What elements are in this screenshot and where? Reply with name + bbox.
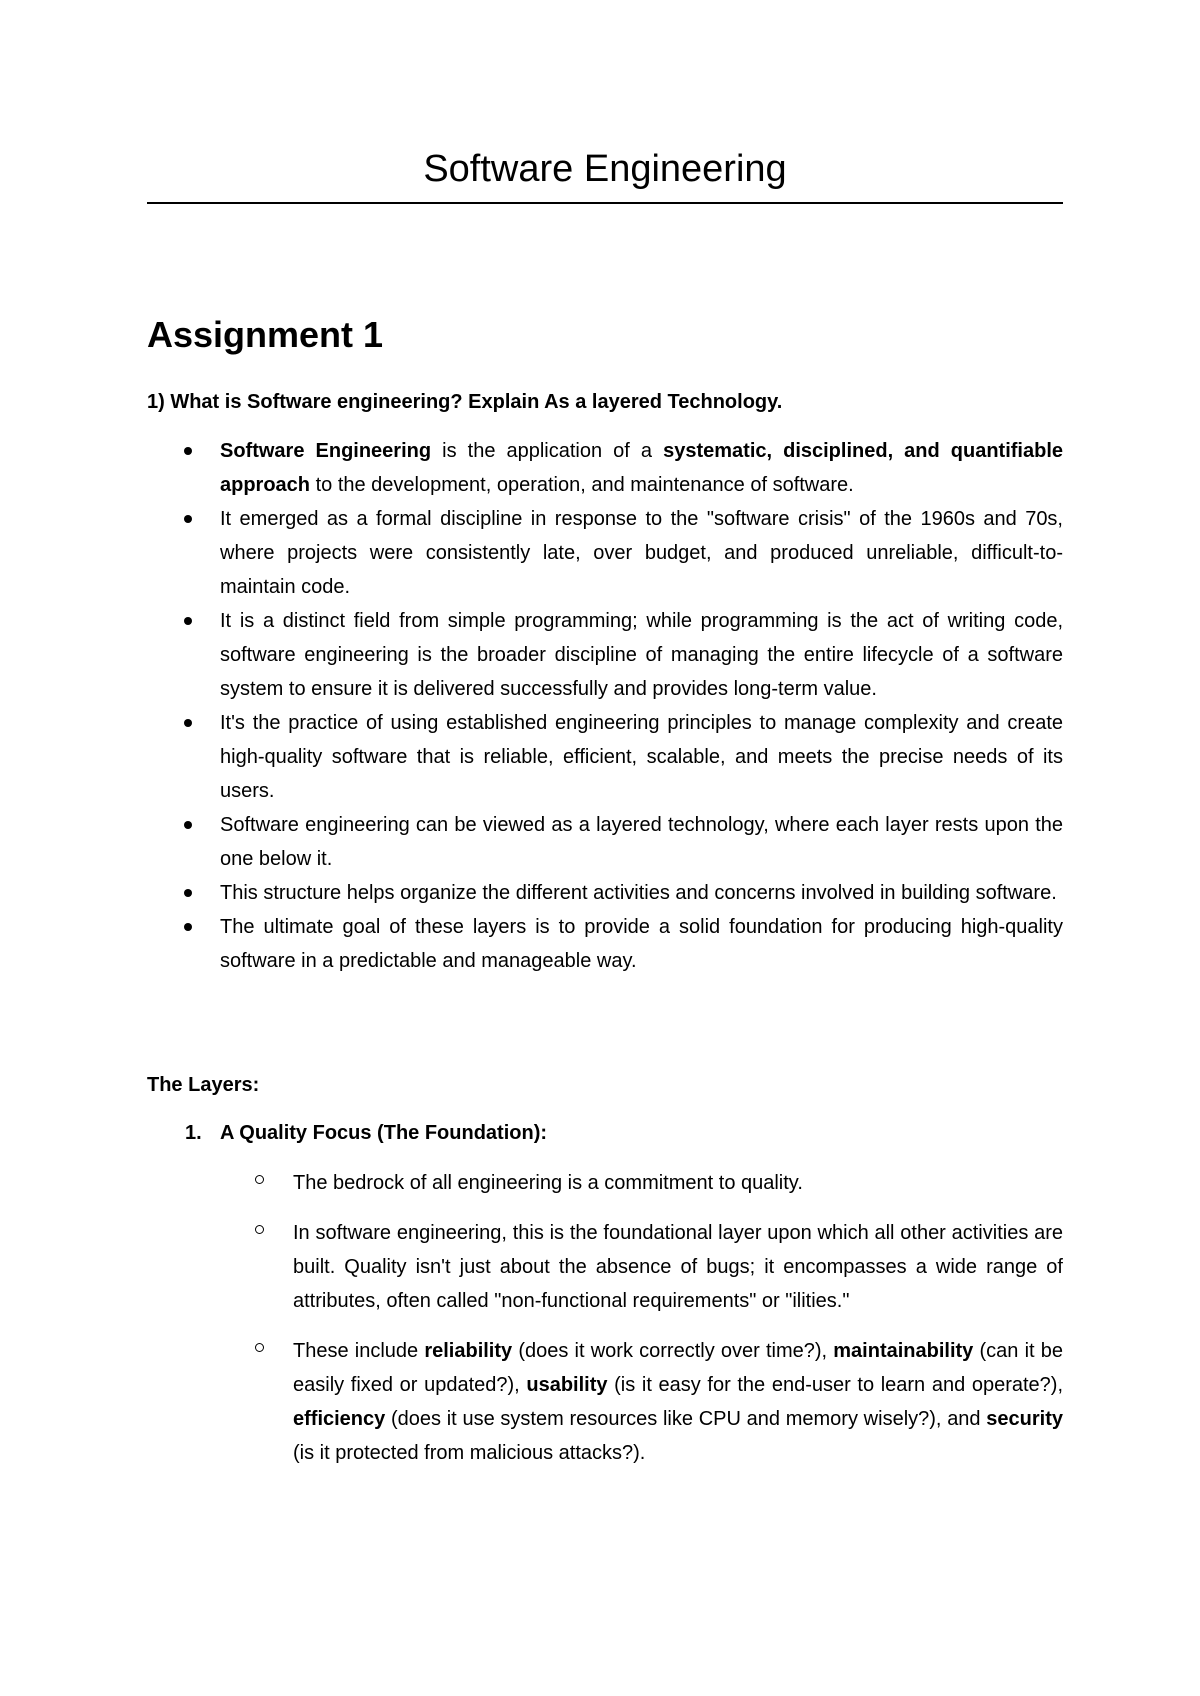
body-text: (can it be easily fixed or updated?), bbox=[293, 1340, 1063, 1396]
item-number: 1. bbox=[185, 1122, 202, 1144]
bold-term: maintainability bbox=[833, 1340, 974, 1362]
bullet-icon bbox=[184, 617, 192, 625]
bold-term: reliability bbox=[424, 1340, 513, 1362]
page-title: Software Engineering bbox=[423, 148, 787, 190]
list-item bbox=[147, 1216, 1063, 1318]
body-text: The bedrock of all engineering is a commitment to quality. bbox=[293, 1172, 803, 1194]
body-text: It is a distinct field from simple programming; while programming is the act of writing code, software engineering is the broader discipline of managing the entire lifecycle of a software system to ensure it is delivered successfully and provides long-term value. bbox=[220, 610, 1063, 700]
bullet-icon bbox=[184, 515, 192, 523]
bold-term: security bbox=[986, 1408, 1063, 1430]
body-text: (is it easy for the end-user to learn and operate?), bbox=[607, 1374, 1064, 1396]
bullet-icon bbox=[184, 447, 192, 455]
body-text: (does it work correctly over time?), bbox=[512, 1340, 834, 1362]
body-text: These include bbox=[293, 1340, 425, 1362]
bullet-icon bbox=[184, 923, 192, 931]
sub-point-list bbox=[147, 1166, 1063, 1486]
bullet-icon bbox=[184, 889, 192, 897]
title-underline bbox=[147, 202, 1063, 204]
bold-term: usability bbox=[526, 1374, 608, 1396]
list-item bbox=[147, 434, 1063, 502]
body-text: In software engineering, this is the foundational layer upon which all other activities are built. Quality isn't just about the absence of bugs; it encompasses a wide range of attributes, often called "non-functional requirements" or "ilities." bbox=[293, 1222, 1063, 1312]
list-item bbox=[147, 502, 1063, 604]
bold-term: efficiency bbox=[293, 1408, 386, 1430]
list-item bbox=[147, 876, 1063, 910]
body-text: (is it protected from malicious attacks?). bbox=[293, 1442, 646, 1464]
body-text: The ultimate goal of these layers is to provide a solid foundation for producing high-quality software in a predictable and manageable way. bbox=[220, 916, 1063, 972]
body-text: It's the practice of using established engineering principles to manage complexity and create high-quality software that is reliable, efficient, scalable, and meets the precise needs of its users. bbox=[220, 712, 1063, 802]
list-item bbox=[147, 706, 1063, 808]
body-text: (does it use system resources like CPU and memory wisely?), and bbox=[385, 1408, 987, 1430]
list-item bbox=[147, 808, 1063, 876]
circle-bullet-icon bbox=[255, 1225, 264, 1234]
bullet-icon bbox=[184, 719, 192, 727]
assignment-heading: Assignment 1 bbox=[147, 314, 384, 355]
list-item bbox=[147, 910, 1063, 978]
body-text: is the application of a bbox=[431, 440, 664, 462]
bullet-icon bbox=[184, 821, 192, 829]
list-item bbox=[147, 1166, 1063, 1200]
circle-bullet-icon bbox=[255, 1343, 264, 1352]
bold-term: Software Engineering bbox=[220, 440, 432, 462]
body-text: This structure helps organize the different activities and concerns involved in building software. bbox=[220, 882, 1057, 904]
list-item bbox=[147, 604, 1063, 706]
layers-heading: The Layers: bbox=[147, 1074, 260, 1096]
bold-term: systematic, disciplined, and quantifiable approach bbox=[220, 440, 1064, 496]
item-title: A Quality Focus (The Foundation): bbox=[220, 1122, 548, 1144]
body-text: Software engineering can be viewed as a layered technology, where each layer rests upon the one below it. bbox=[220, 814, 1063, 870]
question-text: 1) What is Software engineering? Explain As a layered Technology. bbox=[147, 391, 783, 413]
body-text: It emerged as a formal discipline in response to the "software crisis" of the 1960s and 70s, where projects were consistently late, over budget, and produced unreliable, difficult-to-maintain code. bbox=[220, 508, 1063, 598]
list-item bbox=[147, 1334, 1063, 1470]
body-text: to the development, operation, and maintenance of software. bbox=[310, 474, 854, 496]
bullet-list bbox=[147, 434, 1063, 978]
circle-bullet-icon bbox=[255, 1175, 264, 1184]
